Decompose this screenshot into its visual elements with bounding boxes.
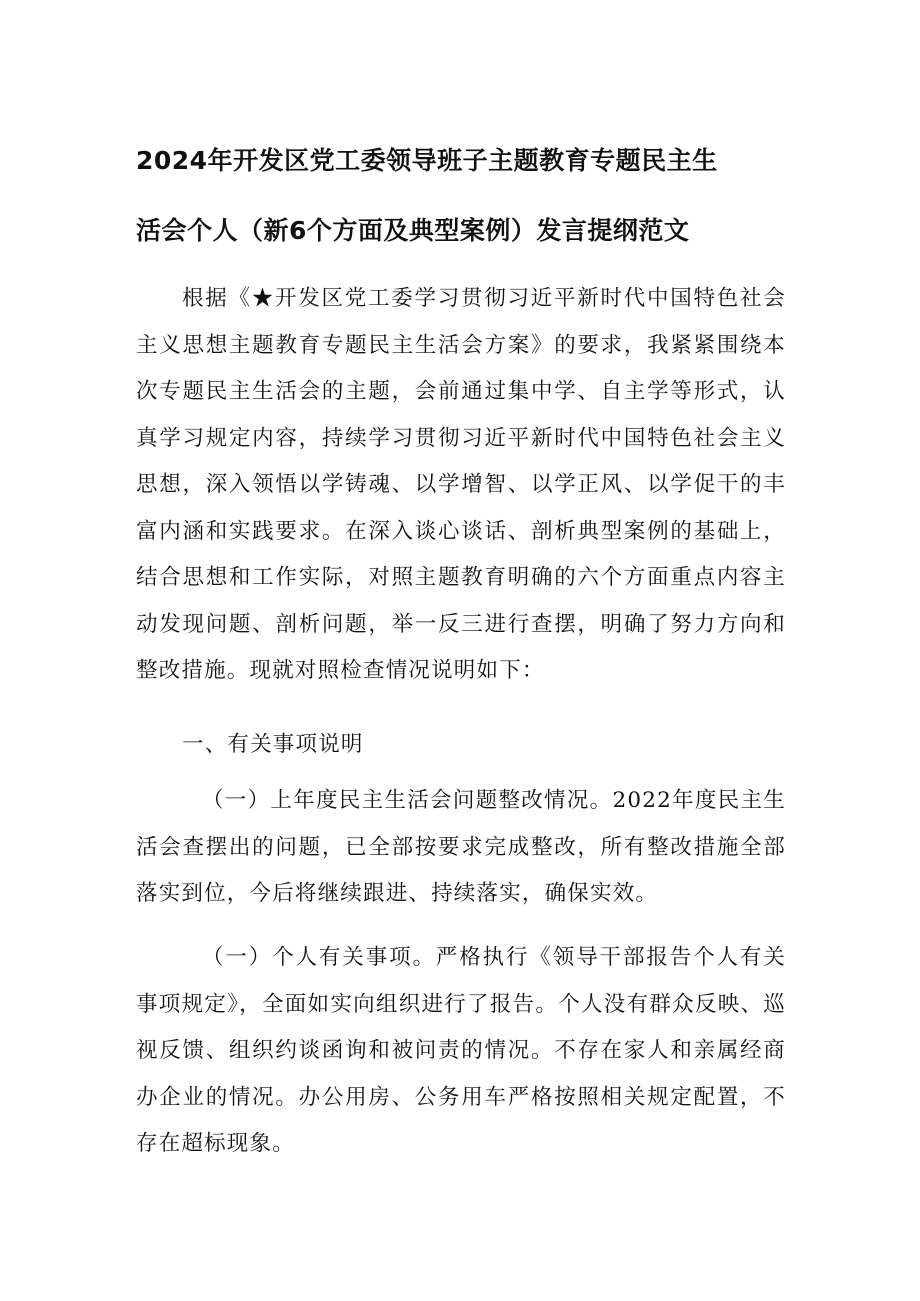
intro-paragraph: 根据《★开发区党工委学习贯彻习近平新时代中国特色社会主义思想主题教育专题民主生活会方案》的要求，我紧紧围绕本次专题民主生活会的主题，会前通过集中学、自主学等形式，认真学习规定内容，持续学习贯彻习近平新时代中国特色社会主义思想，深入领悟以学铸魂、以学增智、以学正风、以学促干的丰富内涵和实践要求。在深入谈心谈话、剖析典型案例的基础上，结合思想和工作实际，对照主题教育明确的六个方面重点内容主动发现问题、剖析问题，举一反三进行查摆，明确了努力方向和整改措施。现就对照检查情况说明如下： (136, 286, 786, 683)
section-heading-1: 一、有关事项说明 (182, 732, 364, 757)
subsection-paragraph-2: （一）个人有关事项。严格执行《领导干部报告个人有关事项规定》，全面如实向组织进行了报告。个人没有群众反映、巡视反馈、组织约谈函询和被问责的情况。不存在家人和亲属经商办企业的情况。办公用房、公务用车严格按照相关规定配置，不存在超标现象。 (136, 945, 786, 1156)
subsection-paragraph-1: （一）上年度民主生活会问题整改情况。2022年度民主生活会查摆出的问题，已全部按要求完成整改，所有整改措施全部落实到位，今后将继续跟进、持续落实，确保实效。 (136, 788, 786, 906)
document-title-line-1: 2024年开发区党工委领导班子主题教育专题民主生 (136, 146, 718, 175)
document-title-line-2: 活会个人（新6个方面及典型案例）发言提纲范文 (136, 216, 690, 245)
